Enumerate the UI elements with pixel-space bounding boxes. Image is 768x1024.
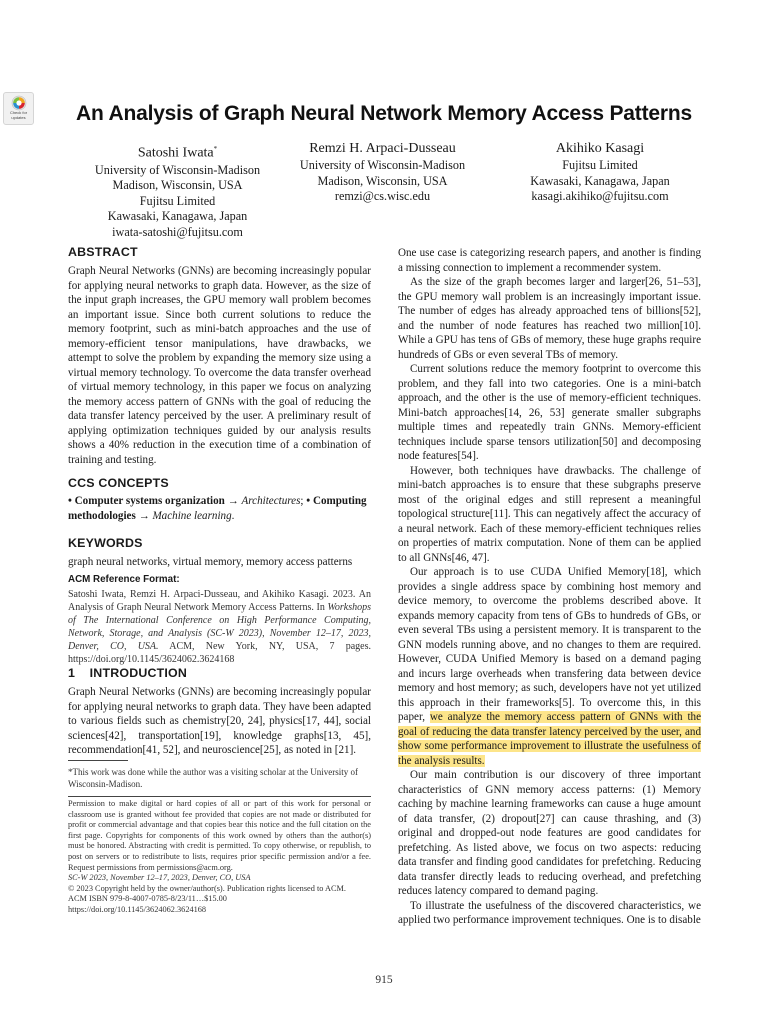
author-affiliation: University of Wisconsin-Madison bbox=[299, 158, 466, 172]
author-affiliation: University of Wisconsin-Madison bbox=[94, 162, 261, 177]
author-footnote-mark: * bbox=[213, 145, 218, 153]
isbn-line: ACM ISBN 979-8-4007-0785-8/23/11…$15.00 bbox=[68, 894, 227, 904]
ccs-concept: • Computing methodologies bbox=[68, 495, 367, 522]
author-affiliation: Kawasaki, Kanagawa, Japan bbox=[107, 209, 248, 224]
author-block-3 bbox=[495, 140, 705, 205]
body-paragraph: However, both techniques have drawbacks. The challenge of mini-batch approaches is to ensure that these subgraphs preserve most of the original edges and still represent a meaningful topological structure[11]. This can negatively affect the accuracy of a neural network. Each of these memory-efficient techniques relies on properties of matrix computation. None of them can be applied to all GNNs[46, 47]. bbox=[398, 464, 701, 564]
permission-venue: SC-W 2023, November 12–17, 2023, Denver, CO, USA bbox=[68, 873, 251, 883]
introduction-heading: 1 INTRODUCTION bbox=[68, 666, 188, 680]
body-paragraph: Our main contribution is our discovery of three important characteristics of GNN memory access patterns: (1) Memory caching by machine learning frameworks can cause a huge amount of data transfer, (2) dropout[27] can cause thrashing, and (3) original and dropped-out node features are good candidates for prefetching. As listed above, we focus on two aspects: reducing data transfer and finding good candidates for prefetching. Reducing data transfer directly leads to reducing overhead, and prefetching reduces latency compared to demand paging. bbox=[398, 769, 701, 897]
ccs-concept-sub: Architectures bbox=[241, 495, 301, 507]
permission-block bbox=[68, 799, 371, 916]
body-paragraph: One use case is categorizing research papers, and another is finding a missing connection to implement a recommender system. bbox=[398, 247, 701, 274]
introduction-body: Graph Neural Networks (GNNs) are becoming increasingly popular for applying neural networks to graph data. They have been adapted to various fields such as chemistry[20, 24], physics[17, 44], social sciences[42], transportation[19], knowledge graphs[13, 45], recommendation[41, 52], and neuroscience[25], as noted in [21]. bbox=[68, 686, 371, 756]
reference-venue: Workshops of The International Conference on High Performance Computing, Network, Storage, and Analysis (SC-W 2023), November 12–17, 2023, Denver, CO, USA. bbox=[68, 602, 371, 652]
badge-label: Check for updates bbox=[9, 110, 28, 120]
body-paragraph: As the size of the graph becomes larger and larger[26, 51–53], the GPU memory wall problem is an increasingly important issue. The number of edges has already approached tens of billions[52], and the number of node features has reached two million[10]. While a GPU has tens of GBs of memory, these huge graphs require hundreds of GBs or even several TBs of memory. bbox=[398, 276, 701, 361]
right-column bbox=[398, 246, 701, 928]
reference-format-heading: ACM Reference Format: bbox=[68, 574, 180, 585]
keywords-body: graph neural networks, virtual memory, memory access patterns bbox=[68, 556, 353, 568]
ccs-concept: • Computer systems organization bbox=[68, 495, 225, 507]
copyright-line: © 2023 Copyright held by the owner/author(s). Publication rights licensed to ACM. bbox=[68, 883, 346, 893]
ccs-concepts: • Computer systems organization → Architectures; • Computing methodologies → Machine learning. bbox=[68, 495, 367, 522]
abstract-heading: ABSTRACT bbox=[68, 245, 138, 259]
author-affiliation: Madison, Wisconsin, USA bbox=[112, 178, 243, 193]
doi-link[interactable]: https://doi.org/10.1145/3624062.3624168 bbox=[68, 904, 207, 914]
body-paragraph: To illustrate the usefulness of the discovered characteristics, we applied two performance improvement techniques. One is to disable bbox=[398, 899, 701, 926]
author-name: Remzi H. Arpaci-Dusseau bbox=[309, 141, 456, 156]
author-email: iwata-satoshi@fujitsu.com bbox=[112, 225, 243, 240]
author-email: kasagi.akihiko@fujitsu.com bbox=[531, 189, 669, 204]
ccs-heading: CCS CONCEPTS bbox=[68, 476, 169, 490]
author-block-1 bbox=[70, 140, 285, 241]
page-number: 915 bbox=[375, 974, 393, 986]
footnote-rule bbox=[68, 760, 128, 761]
author-affiliation: Madison, Wisconsin, USA bbox=[317, 173, 448, 188]
author-email: remzi@cs.wisc.edu bbox=[334, 189, 431, 204]
author-block-2 bbox=[280, 140, 485, 205]
author-footnote: *This work was done while the author was a visiting scholar at the University of Wisconsin-Madison. bbox=[68, 767, 358, 789]
keywords-heading: KEYWORDS bbox=[68, 536, 143, 550]
body-paragraph: Our approach is to use CUDA Unified Memory[18], which provides a single address space by combining host memory and device memory, to overcome the problems described above. It expands memory capacity from tens of GBs to hundreds of GBs, or even several TBs using a persistent memory. It is transparent to the GNN models running above, and no changes to them are required. However, CUDA Unified Memory is based on a demand paging and incurs large overheads when transfering data between device memory and host memory; as such, developers have not yet utilized this approach in their frameworks[5]. To overcome this, in this paper, we analyze the memory access pattern of GNNs with the goal of reducing the data transfer latency perceived by the user, and show some performance improvement to illustrate the usefulness of the analysis results. bbox=[398, 566, 701, 767]
paper-title: An Analysis of Graph Neural Network Memory Access Patterns bbox=[76, 102, 692, 125]
author-affiliation: Fujitsu Limited bbox=[562, 158, 638, 172]
highlighted-text: we analyze the memory access pattern of GNNs with the goal of reducing the data transfer latency perceived by the user, and show some performance improvement to illustrate the usefulness of the analysis results. bbox=[398, 711, 701, 767]
body-paragraph: Current solutions reduce the memory footprint to overcome this problem, and they fall into two categories. One is a mini-batch approach, and the other is the use of memory-efficient techniques. Mini-batch approaches[14, 26, 53] generate smaller subgraphs multiple times and repeatedly train GNNs. Memory-efficient techniques include sparse tensors utilization[50] and decomposing node features[54]. bbox=[398, 363, 701, 462]
author-affiliation: Fujitsu Limited bbox=[139, 193, 216, 208]
abstract-body: Graph Neural Networks (GNNs) are becoming increasingly popular for applying neural networks to graph data. However, as the size of the input graph increases, the GPU memory wall problem becomes an important issue. Since both current solutions to reduce the memory footprint, such as mini-batch approaches and the use of memory-efficient tensor manipulations, have drawbacks, we attempt to solve the problem by expanding the memory size using a virtual memory technology. To overcome the data transfer overhead of virtual memory technology, in this paper we focus on analyzing the memory access pattern of GNNs with the goal of reducing the data transfer latency perceived by the user. A preliminary result of applying optimization techniques guided by our analysis results shows a 40% reduction in the execution time of a combination of training and testing. bbox=[68, 265, 371, 466]
author-affiliation: Kawasaki, Kanagawa, Japan bbox=[530, 173, 670, 188]
reference-format-body: Satoshi Iwata, Remzi H. Arpaci-Dusseau, and Akihiko Kasagi. 2023. An Analysis of Graph Neural Network Memory Access Patterns. In Workshops of The International Conference on High Performance Computing, Network, Storage, and Analysis (SC-W 2023), November 12–17, 2023, Denver, CO, USA. ACM, New York, NY, USA, 7 pages. https://doi.org/10.1145/3624062.3624168 bbox=[68, 589, 371, 665]
ccs-concept-sub: Machine learning bbox=[152, 509, 232, 522]
author-name: Satoshi Iwata* bbox=[137, 145, 218, 161]
author-name: Akihiko Kasagi bbox=[555, 141, 645, 156]
permission-text: Permission to make digital or hard copies of all or part of this work for personal or classroom use is granted without fee provided that copies are not made or distributed for profit or commercial advantage and that copies bear this notice and the full citation on the first page. Copyrights for components of this work owned by others than the author(s) must be honored. Abstracting with credit is permitted. To copy otherwise, or republish, to post on servers or to redistribute to lists, requires prior specific permission and/or a fee. Request permissions from permissions@acm.org. bbox=[68, 799, 371, 872]
permission-rule bbox=[68, 796, 371, 797]
